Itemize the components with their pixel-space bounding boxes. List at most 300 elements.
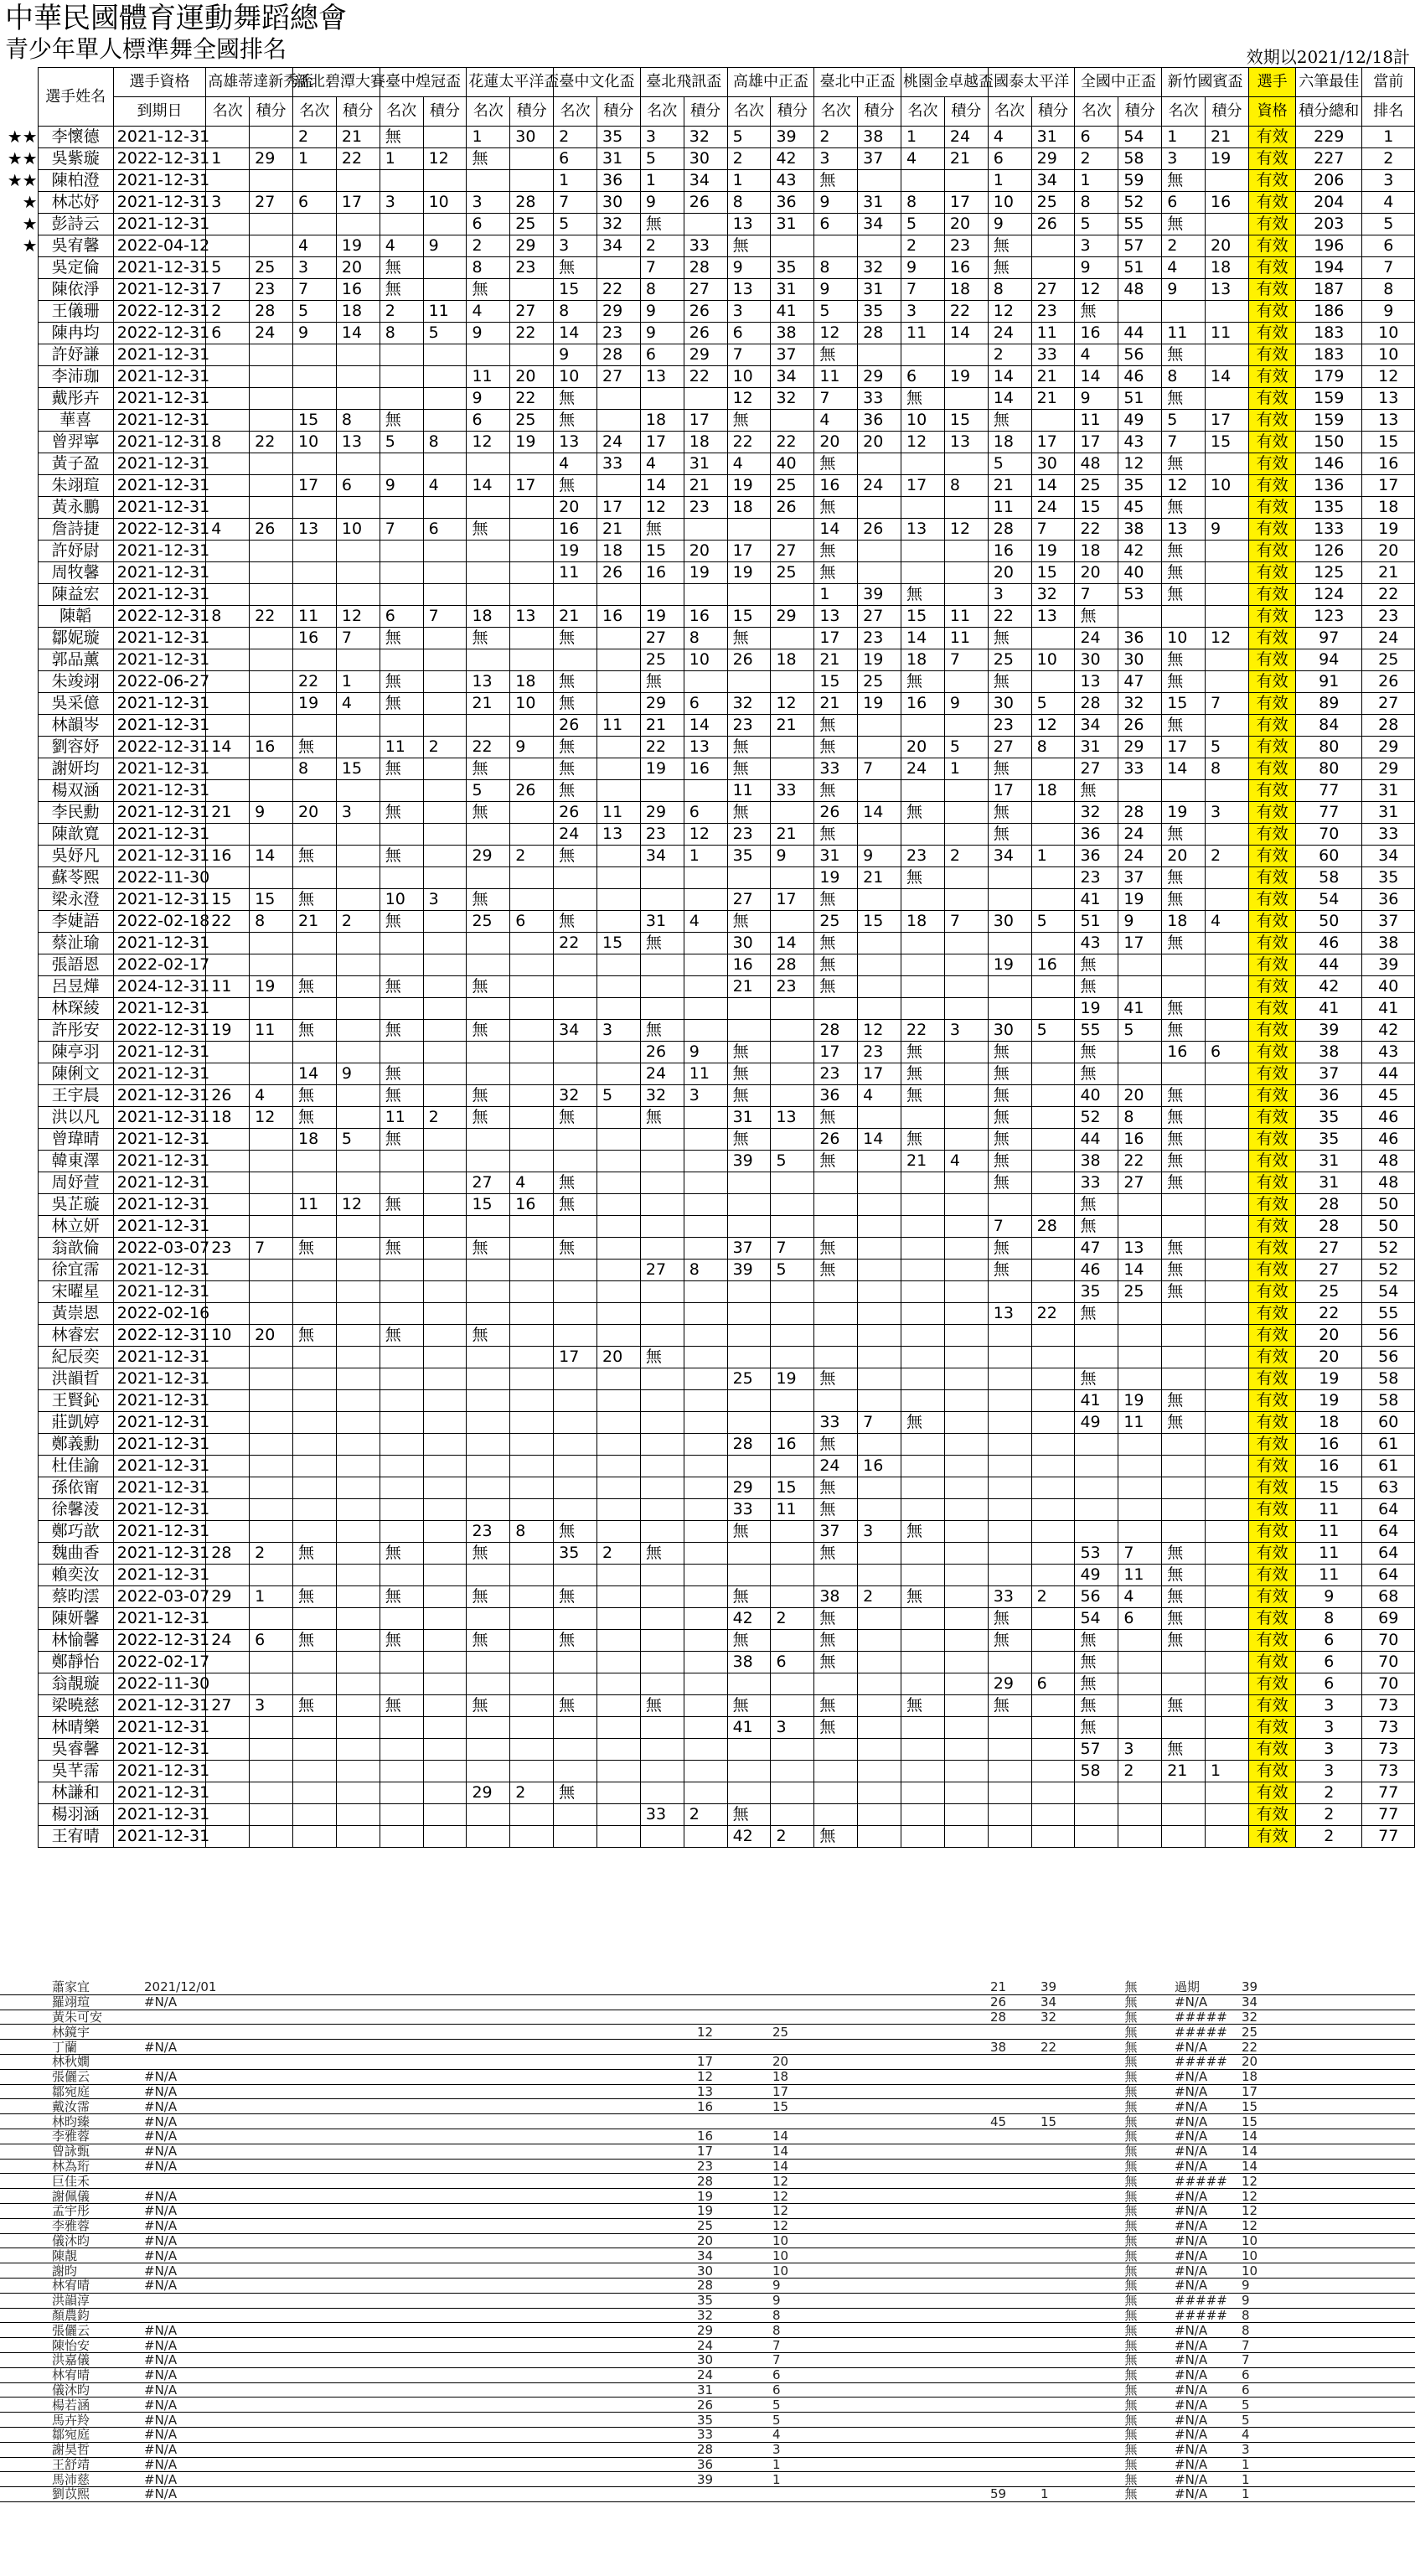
event-rank (206, 1717, 250, 1739)
event-rank: 無 (1075, 1695, 1118, 1717)
best-six-total: 36 (1296, 1085, 1362, 1107)
star-mark (0, 933, 38, 954)
current-rank: 48 (1362, 1172, 1415, 1194)
table-row (0, 519, 1415, 541)
event-rank: 無 (380, 1543, 423, 1565)
event-points (944, 824, 988, 846)
event-rank (901, 1739, 945, 1761)
spacer (821, 2293, 989, 2308)
best-six-total: 10 (1240, 2233, 1415, 2248)
table-row (0, 1586, 1415, 1608)
star-mark (0, 1085, 38, 1107)
event-points (771, 1761, 814, 1782)
event-points: 31 (771, 214, 814, 235)
event-points (858, 1107, 901, 1129)
spacer (0, 2263, 50, 2279)
event-rank: 36 (1075, 824, 1118, 846)
event-points (771, 2010, 821, 2025)
event-points: 17 (858, 1063, 901, 1085)
event-rank (206, 1761, 250, 1782)
event-points (510, 344, 554, 366)
best-six-total: 46 (1296, 933, 1362, 954)
event-rank: 無 (814, 715, 858, 737)
table-row (0, 933, 1415, 954)
event-rank: 35 (695, 2413, 771, 2428)
table-row (0, 1042, 1415, 1063)
header-row-bottom (0, 97, 1415, 127)
star-mark (0, 1260, 38, 1281)
event-points (944, 1085, 988, 1107)
athlete-name: 陳靚 (50, 2248, 142, 2263)
event-points (510, 1347, 554, 1368)
event-points (336, 1434, 380, 1456)
event-points: 17 (1206, 410, 1249, 432)
event-points (1039, 2338, 1089, 2353)
qualification-status: #N/A (1173, 2189, 1240, 2204)
expire-date: 2022-02-17 (113, 1652, 206, 1673)
event-points (771, 1216, 814, 1238)
event-rank (901, 1608, 945, 1630)
event-rank (554, 1390, 597, 1412)
event-points (1118, 606, 1162, 628)
event-points: 26 (597, 562, 641, 584)
expire-date: #N/A (142, 2367, 695, 2382)
event-rank: 7 (901, 279, 945, 301)
event-rank (293, 453, 337, 475)
event-rank: 無 (640, 671, 684, 693)
expire-date: 2021-12-31 (113, 1390, 206, 1412)
event-points (771, 1804, 814, 1826)
header-event: 桃園金卓越盃 (901, 68, 989, 97)
list-item (0, 2487, 1415, 2502)
current-rank: 20 (1362, 541, 1415, 562)
star-mark (0, 1717, 38, 1739)
event-rank: 38 (989, 2040, 1039, 2055)
event-points (250, 1717, 293, 1739)
event-rank (1162, 1673, 1206, 1695)
event-points (1206, 1434, 1249, 1456)
expire-date: 2021-12-31 (113, 1608, 206, 1630)
event-rank (554, 1565, 597, 1586)
event-points (1118, 1063, 1162, 1085)
event-rank (293, 1652, 337, 1673)
best-six-total: 16 (1296, 1434, 1362, 1456)
event-points: 21 (771, 715, 814, 737)
event-rank: 無 (814, 954, 858, 976)
header-rank-label: 名次 (814, 97, 858, 127)
event-points (1118, 1216, 1162, 1238)
event-points: 52 (1118, 192, 1162, 214)
event-rank (814, 1303, 858, 1325)
event-rank: 無 (380, 1630, 423, 1652)
event-points: 42 (1118, 541, 1162, 562)
table-row (0, 562, 1415, 584)
star-mark (0, 802, 38, 824)
list-item (0, 2278, 1415, 2293)
event-points (684, 1325, 727, 1347)
current-rank: 15 (1362, 432, 1415, 453)
event-points: 28 (250, 301, 293, 323)
event-points (858, 235, 901, 257)
event-points: 12 (771, 2189, 821, 2204)
event-rank: 28 (814, 1020, 858, 1042)
event-points (1039, 2159, 1089, 2174)
event-rank (901, 1499, 945, 1521)
qualification-status: 有效 (1248, 257, 1295, 279)
event-rank (901, 1456, 945, 1477)
event-points: 18 (597, 541, 641, 562)
event-rank: 17 (640, 432, 684, 453)
event-rank: 16 (695, 2129, 771, 2144)
qualification-status: 有效 (1248, 192, 1295, 214)
event-points (1031, 628, 1075, 649)
event-rank (293, 1216, 337, 1238)
event-rank: 無 (901, 1586, 945, 1608)
event-points (1118, 1477, 1162, 1499)
event-points (944, 933, 988, 954)
event-rank: 無 (1162, 344, 1206, 366)
current-rank: 64 (1362, 1499, 1415, 1521)
current-rank: 68 (1362, 1586, 1415, 1608)
expire-date: 2021-12-31 (113, 1063, 206, 1085)
expire-date: 2021-12-31 (113, 344, 206, 366)
event-points (423, 1151, 467, 1172)
event-points: 11 (597, 802, 641, 824)
event-rank: 10 (380, 889, 423, 911)
expire-date: 2021-12-31 (113, 584, 206, 606)
event-points: 10 (1031, 649, 1075, 671)
event-rank: 無 (380, 802, 423, 824)
event-points: 28 (771, 954, 814, 976)
event-rank: 29 (695, 2323, 771, 2338)
current-rank: 52 (1362, 1260, 1415, 1281)
event-points (1206, 1063, 1249, 1085)
qualification-status: #N/A (1173, 2159, 1240, 2174)
event-points (510, 562, 554, 584)
athlete-name: 彭詩云 (38, 214, 113, 235)
event-points: 12 (944, 519, 988, 541)
star-mark (0, 1216, 38, 1238)
event-rank (988, 889, 1031, 911)
event-points (510, 824, 554, 846)
event-points: 49 (1118, 410, 1162, 432)
current-rank: 50 (1362, 1216, 1415, 1238)
event-points (597, 1325, 641, 1347)
event-points: 33 (858, 388, 901, 410)
event-points (423, 1477, 467, 1499)
event-points: 6 (771, 1652, 814, 1673)
qualification-status: #N/A (1173, 2278, 1240, 2293)
best-six-total: 159 (1296, 388, 1362, 410)
star-mark (0, 257, 38, 279)
best-six-total: 5 (1240, 2413, 1415, 2428)
event-points (1206, 301, 1249, 323)
event-points (1031, 1608, 1075, 1630)
qualification-status: 有效 (1248, 148, 1295, 170)
best-six-total: 206 (1296, 170, 1362, 192)
current-rank: 4 (1362, 192, 1415, 214)
event-rank: 1 (1162, 127, 1206, 148)
event-rank: 3 (640, 127, 684, 148)
qualification-status: 有效 (1248, 1586, 1295, 1608)
event-points: 27 (250, 192, 293, 214)
qualification-status: 有效 (1248, 1761, 1295, 1782)
event-rank (988, 1368, 1031, 1390)
event-points (597, 846, 641, 867)
event-points (1206, 671, 1249, 693)
event-points (423, 584, 467, 606)
event-rank (988, 867, 1031, 889)
event-points (423, 1172, 467, 1194)
expire-date: 2021-12-31 (113, 1761, 206, 1782)
event-rank: 無 (293, 1325, 337, 1347)
event-points (684, 1521, 727, 1543)
event-points (423, 1652, 467, 1673)
event-points (1206, 1456, 1249, 1477)
event-rank (640, 1238, 684, 1260)
current-rank: 48 (1362, 1151, 1415, 1172)
table-row (0, 1652, 1415, 1673)
qualification-status: 有效 (1248, 1826, 1295, 1848)
event-rank: 16 (901, 693, 945, 715)
event-rank (640, 1521, 684, 1543)
event-rank (1162, 1652, 1206, 1673)
event-rank: 無 (1162, 497, 1206, 519)
event-points (944, 344, 988, 366)
event-points (1039, 2427, 1089, 2442)
event-points (1031, 1063, 1075, 1085)
qualification-status: #N/A (1173, 2114, 1240, 2129)
event-points (423, 1129, 467, 1151)
event-points (1031, 1434, 1075, 1456)
event-rank: 4 (293, 235, 337, 257)
event-points (1039, 2293, 1089, 2308)
event-rank (206, 867, 250, 889)
athlete-name: 陳韜 (38, 606, 113, 628)
spacer (0, 2054, 50, 2069)
event-points: 11 (944, 606, 988, 628)
event-points: 3 (336, 802, 380, 824)
event-rank (467, 1412, 510, 1434)
event-points: 16 (250, 737, 293, 758)
qualification-status: #N/A (1173, 2457, 1240, 2472)
event-points: 22 (336, 148, 380, 170)
event-points (944, 1456, 988, 1477)
spacer (821, 2099, 989, 2114)
event-rank: 21 (989, 1980, 1039, 1994)
event-points (423, 541, 467, 562)
qualification-status: 有效 (1248, 584, 1295, 606)
header-rank-label: 名次 (467, 97, 510, 127)
event-points: 32 (858, 257, 901, 279)
expire-date: #N/A (142, 2338, 695, 2353)
event-points (1206, 998, 1249, 1020)
event-points (597, 1368, 641, 1390)
event-points: 13 (684, 737, 727, 758)
event-rank (814, 1172, 858, 1194)
event-points (336, 889, 380, 911)
event-points (423, 344, 467, 366)
event-rank (640, 1499, 684, 1521)
event-rank (727, 867, 771, 889)
event-rank: 無 (901, 388, 945, 410)
event-rank (1162, 1347, 1206, 1368)
event-rank (1162, 301, 1206, 323)
event-points: 29 (684, 344, 727, 366)
event-rank: 無 (554, 1194, 597, 1216)
event-rank: 無 (380, 758, 423, 780)
event-rank (467, 867, 510, 889)
event-points (684, 976, 727, 998)
event-points: 19 (250, 976, 293, 998)
event-points: 17 (1118, 933, 1162, 954)
qualification-status: 有效 (1248, 366, 1295, 388)
event-points (858, 889, 901, 911)
event-points: 8 (336, 410, 380, 432)
qualification-status: ##### (1173, 2174, 1240, 2189)
star-mark (0, 1063, 38, 1085)
event-rank: 38 (814, 1586, 858, 1608)
athlete-name: 杜佳諭 (38, 1456, 113, 1477)
spacer (821, 2010, 989, 2025)
event-points (771, 1739, 814, 1761)
event-rank: 5 (554, 214, 597, 235)
event-points (336, 998, 380, 1020)
event-points (423, 802, 467, 824)
athlete-name: 林立妍 (38, 1216, 113, 1238)
expire-date: 2021-12-31 (113, 410, 206, 432)
event-points: 34 (1031, 170, 1075, 192)
event-rank: 無 (554, 1521, 597, 1543)
event-rank: 無 (814, 1107, 858, 1129)
event-points (944, 1347, 988, 1368)
best-six-total: 179 (1296, 366, 1362, 388)
event-rank: 4 (206, 519, 250, 541)
event-points: 28 (858, 323, 901, 344)
event-rank: 27 (206, 1695, 250, 1717)
event-rank: 23 (467, 1521, 510, 1543)
expire-date: #N/A (142, 2352, 695, 2367)
event-rank: 無 (988, 1042, 1031, 1063)
event-points (1118, 1717, 1162, 1739)
athlete-name: 李婕語 (38, 911, 113, 933)
event-points: 10 (771, 2263, 821, 2279)
event-points: 15 (597, 933, 641, 954)
expire-date: 2022-12-31 (113, 1630, 206, 1652)
event-points (944, 1521, 988, 1543)
event-rank (380, 933, 423, 954)
event-rank: 15 (467, 1194, 510, 1216)
table-row (0, 1390, 1415, 1412)
event-rank (640, 1652, 684, 1673)
event-rank: 18 (988, 432, 1031, 453)
event-rank: 無 (1162, 824, 1206, 846)
event-rank (467, 954, 510, 976)
event-none: 無 (1089, 1994, 1173, 2010)
event-points: 18 (684, 432, 727, 453)
event-rank: 無 (554, 1107, 597, 1129)
event-rank: 無 (727, 1085, 771, 1107)
event-rank: 23 (727, 824, 771, 846)
table-row (0, 432, 1415, 453)
event-points (597, 954, 641, 976)
event-points (684, 1477, 727, 1499)
table-row (0, 1172, 1415, 1194)
event-rank: 無 (554, 257, 597, 279)
current-rank: 58 (1362, 1368, 1415, 1390)
event-points: 26 (1118, 715, 1162, 737)
header-event: 臺中煌冠盃 (380, 68, 467, 97)
event-rank: 無 (988, 235, 1031, 257)
star-mark (0, 693, 38, 715)
event-none: 無 (1089, 2159, 1173, 2174)
event-points (510, 1739, 554, 1761)
event-points: 24 (597, 432, 641, 453)
event-rank (901, 497, 945, 519)
best-six-total: 11 (1296, 1521, 1362, 1543)
event-points (944, 1412, 988, 1434)
event-rank (467, 1347, 510, 1368)
event-points: 23 (684, 497, 727, 519)
athlete-name: 林睿宏 (38, 1325, 113, 1347)
event-rank: 無 (988, 628, 1031, 649)
event-rank: 2 (206, 301, 250, 323)
event-points: 32 (1118, 693, 1162, 715)
event-points (944, 1368, 988, 1390)
event-points (1031, 824, 1075, 846)
event-none: 無 (1089, 2472, 1173, 2487)
event-rank: 39 (695, 2472, 771, 2487)
event-points: 51 (1118, 257, 1162, 279)
event-rank (640, 976, 684, 998)
event-points (858, 1630, 901, 1652)
star-mark (0, 1761, 38, 1782)
event-points (423, 1194, 467, 1216)
event-points (423, 1303, 467, 1325)
event-rank: 1 (206, 148, 250, 170)
event-points (858, 737, 901, 758)
event-points (336, 1238, 380, 1260)
event-points (250, 541, 293, 562)
event-points: 34 (858, 214, 901, 235)
event-points: 29 (1031, 148, 1075, 170)
athlete-name: 鄒宛庭 (50, 2084, 142, 2099)
table-row (0, 649, 1415, 671)
event-points (510, 519, 554, 541)
spacer (821, 2442, 989, 2457)
event-rank: 57 (1075, 1739, 1118, 1761)
event-points (1031, 1151, 1075, 1172)
event-rank (380, 1477, 423, 1499)
best-six-total: 3 (1296, 1695, 1362, 1717)
event-rank: 33 (988, 1586, 1031, 1608)
event-points (1031, 671, 1075, 693)
table-row (0, 497, 1415, 519)
event-rank: 8 (727, 192, 771, 214)
event-rank: 28 (206, 1543, 250, 1565)
event-points (684, 584, 727, 606)
event-rank (814, 1347, 858, 1368)
event-rank (380, 1260, 423, 1281)
event-points (597, 1477, 641, 1499)
event-rank: 無 (1162, 933, 1206, 954)
event-rank: 20 (988, 562, 1031, 584)
event-points (510, 1020, 554, 1042)
event-rank: 52 (1075, 1107, 1118, 1129)
event-points: 20 (597, 1347, 641, 1368)
event-rank: 4 (727, 453, 771, 475)
event-rank: 2 (467, 235, 510, 257)
